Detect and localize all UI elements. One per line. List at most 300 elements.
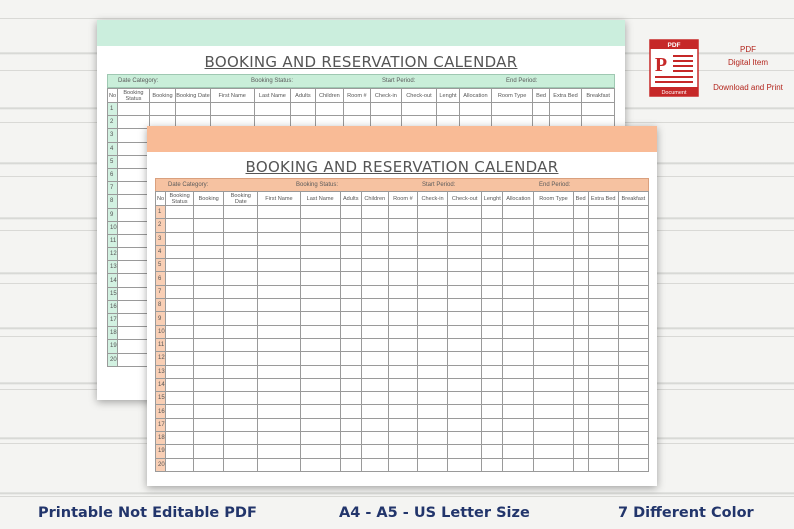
table-cell (573, 285, 588, 298)
table-cell (534, 206, 573, 219)
column-header: Booking Date (224, 192, 258, 206)
row-number: 20 (156, 458, 166, 471)
table-row (156, 312, 649, 325)
table-cell (340, 245, 361, 258)
table-cell (224, 285, 258, 298)
column-header: Booking Status (166, 192, 194, 206)
table-cell (573, 458, 588, 471)
date-category-label: Date Category: (168, 182, 209, 188)
table-cell (482, 285, 503, 298)
table-cell (573, 432, 588, 445)
table-cell (534, 365, 573, 378)
table-cell (194, 285, 224, 298)
table-cell (300, 392, 340, 405)
table-cell (258, 432, 300, 445)
table-cell (588, 259, 618, 272)
table-cell (588, 445, 618, 458)
column-header: Booking Date (176, 89, 211, 103)
table-cell (482, 405, 503, 418)
row-number: 14 (108, 274, 118, 287)
table-cell (166, 445, 194, 458)
table-cell (224, 272, 258, 285)
row-number: 6 (156, 272, 166, 285)
table-cell (503, 299, 534, 312)
table-cell (618, 405, 648, 418)
table-cell (166, 458, 194, 471)
table-cell (388, 206, 417, 219)
table-cell (258, 338, 300, 351)
table-cell (573, 219, 588, 232)
table-row (156, 365, 649, 378)
sheet-title: BOOKING AND RESERVATION CALENDAR (245, 158, 559, 176)
row-number: 6 (108, 168, 118, 181)
table-cell (194, 352, 224, 365)
pdf-document-icon (649, 39, 699, 97)
column-header: Check-in (370, 89, 402, 103)
table-cell (194, 245, 224, 258)
column-header: Breakfast (618, 192, 648, 206)
table-cell (340, 299, 361, 312)
download-print-label: Download and Print (713, 83, 783, 92)
column-header: Bed (533, 89, 549, 103)
table-cell (300, 259, 340, 272)
row-number: 19 (108, 340, 118, 353)
table-cell (118, 208, 150, 221)
table-cell (118, 142, 150, 155)
table-cell (194, 458, 224, 471)
table-cell (618, 418, 648, 431)
table-cell (448, 285, 482, 298)
table-cell (118, 116, 150, 129)
table-cell (361, 312, 388, 325)
table-cell (370, 103, 402, 116)
table-cell (361, 405, 388, 418)
table-cell (254, 103, 291, 116)
table-cell (534, 219, 573, 232)
table-cell (503, 312, 534, 325)
column-header: Adults (340, 192, 361, 206)
table-cell (340, 338, 361, 351)
table-cell (618, 245, 648, 258)
table-cell (618, 219, 648, 232)
table-cell (503, 365, 534, 378)
table-cell (340, 378, 361, 391)
table-cell (503, 432, 534, 445)
table-cell (503, 206, 534, 219)
table-cell (618, 392, 648, 405)
row-number: 8 (108, 195, 118, 208)
table-cell (361, 352, 388, 365)
column-header: Lenght (482, 192, 503, 206)
table-cell (534, 338, 573, 351)
table-cell (534, 445, 573, 458)
table-cell (300, 299, 340, 312)
table-cell (588, 338, 618, 351)
table-cell (448, 299, 482, 312)
table-cell (388, 259, 417, 272)
table-cell (176, 103, 211, 116)
table-cell (300, 245, 340, 258)
table-cell (482, 272, 503, 285)
date-category-label: Date Category: (118, 78, 159, 84)
table-cell (361, 392, 388, 405)
row-number: 8 (156, 299, 166, 312)
table-cell (448, 405, 482, 418)
table-cell (224, 365, 258, 378)
start-period-label: Start Period: (382, 78, 416, 84)
table-cell (194, 405, 224, 418)
table-cell (573, 418, 588, 431)
table-cell (482, 378, 503, 391)
table-cell (340, 219, 361, 232)
table-cell (118, 274, 150, 287)
column-header: Booking (149, 89, 175, 103)
row-number: 7 (108, 182, 118, 195)
table-cell (300, 325, 340, 338)
table-cell (448, 245, 482, 258)
table-cell (448, 259, 482, 272)
table-cell (361, 285, 388, 298)
table-cell (388, 365, 417, 378)
table-cell (482, 245, 503, 258)
table-cell (618, 458, 648, 471)
column-header: Children (315, 89, 344, 103)
table-cell (448, 392, 482, 405)
column-header: Adults (291, 89, 315, 103)
table-cell (588, 405, 618, 418)
column-header: Extra Bed (588, 192, 618, 206)
table-cell (588, 272, 618, 285)
table-row (156, 352, 649, 365)
pdf-icon-label: PDF (667, 42, 681, 49)
booking-status-label: Booking Status: (251, 78, 294, 84)
table-cell (417, 405, 447, 418)
table-cell (417, 259, 447, 272)
table-cell (573, 365, 588, 378)
table-cell (361, 458, 388, 471)
table-cell (588, 285, 618, 298)
table-cell (482, 445, 503, 458)
table-cell (388, 352, 417, 365)
table-cell (388, 405, 417, 418)
table-cell (224, 219, 258, 232)
table-cell (166, 405, 194, 418)
table-cell (388, 245, 417, 258)
table-cell (417, 432, 447, 445)
table-cell (573, 232, 588, 245)
table-cell (388, 338, 417, 351)
table-cell (361, 259, 388, 272)
table-cell (194, 272, 224, 285)
table-row (156, 219, 649, 232)
table-cell (388, 232, 417, 245)
table-row (156, 405, 649, 418)
table-cell (618, 259, 648, 272)
table-cell (224, 299, 258, 312)
table-cell (388, 272, 417, 285)
column-header: First Name (210, 89, 254, 103)
table-cell (118, 221, 150, 234)
table-cell (573, 392, 588, 405)
table-cell (588, 458, 618, 471)
table-cell (224, 378, 258, 391)
table-cell (534, 259, 573, 272)
table-cell (344, 103, 370, 116)
table-cell (573, 338, 588, 351)
table-cell (618, 338, 648, 351)
table-cell (482, 458, 503, 471)
orange-calendar-sheet (147, 126, 657, 486)
table-cell (534, 378, 573, 391)
end-period-label: End Period: (506, 78, 538, 84)
table-cell (534, 325, 573, 338)
table-cell (194, 338, 224, 351)
table-cell (448, 445, 482, 458)
table-cell (118, 168, 150, 181)
row-number: 11 (156, 338, 166, 351)
sheet-title: BOOKING AND RESERVATION CALENDAR (204, 53, 518, 71)
row-number: 13 (156, 365, 166, 378)
table-cell (503, 245, 534, 258)
table-row (156, 432, 649, 445)
row-number: 15 (108, 287, 118, 300)
table-cell (534, 299, 573, 312)
row-number: 5 (108, 155, 118, 168)
table-cell (300, 458, 340, 471)
table-cell (448, 338, 482, 351)
table-cell (534, 392, 573, 405)
table-cell (482, 219, 503, 232)
table-cell (194, 325, 224, 338)
table-cell (417, 445, 447, 458)
table-cell (534, 405, 573, 418)
table-cell (224, 245, 258, 258)
table-cell (448, 219, 482, 232)
column-header: Booking (194, 192, 224, 206)
table-cell (224, 312, 258, 325)
table-cell (503, 325, 534, 338)
table-cell (582, 103, 615, 116)
table-cell (417, 338, 447, 351)
table-cell (482, 418, 503, 431)
table-cell (588, 245, 618, 258)
table-row (156, 418, 649, 431)
table-cell (503, 259, 534, 272)
table-cell (482, 392, 503, 405)
table-cell (388, 445, 417, 458)
row-number: 7 (156, 285, 166, 298)
table-cell (533, 103, 549, 116)
table-cell (417, 378, 447, 391)
row-number: 9 (108, 208, 118, 221)
column-header: Room Type (534, 192, 573, 206)
booking-table (155, 191, 649, 472)
footer-size-caption: A4 - A5 - US Letter Size (339, 505, 530, 521)
table-cell (118, 103, 150, 116)
table-cell (340, 458, 361, 471)
table-cell (300, 378, 340, 391)
start-period-label: Start Period: (422, 182, 456, 188)
table-cell (166, 432, 194, 445)
table-cell (194, 219, 224, 232)
table-cell (224, 432, 258, 445)
table-cell (340, 259, 361, 272)
table-cell (618, 445, 648, 458)
table-cell (448, 272, 482, 285)
table-cell (448, 458, 482, 471)
column-header: Room # (344, 89, 370, 103)
row-number: 4 (156, 245, 166, 258)
row-number: 19 (156, 445, 166, 458)
table-cell (118, 129, 150, 142)
table-cell (361, 325, 388, 338)
table-cell (118, 340, 150, 353)
column-header: Allocation (503, 192, 534, 206)
table-row (156, 458, 649, 471)
table-cell (300, 405, 340, 418)
row-number: 11 (108, 234, 118, 247)
table-cell (482, 338, 503, 351)
table-cell (618, 325, 648, 338)
table-cell (482, 325, 503, 338)
table-cell (503, 445, 534, 458)
row-number: 3 (156, 232, 166, 245)
table-cell (618, 299, 648, 312)
table-cell (361, 245, 388, 258)
table-cell (258, 272, 300, 285)
table-cell (503, 458, 534, 471)
table-cell (448, 325, 482, 338)
table-cell (300, 352, 340, 365)
table-cell (166, 245, 194, 258)
table-cell (361, 378, 388, 391)
table-cell (588, 432, 618, 445)
table-cell (460, 103, 492, 116)
table-cell (388, 392, 417, 405)
table-cell (166, 285, 194, 298)
row-number: 2 (156, 219, 166, 232)
table-cell (118, 287, 150, 300)
table-cell (482, 432, 503, 445)
column-header: Check-out (448, 192, 482, 206)
table-row (156, 378, 649, 391)
column-header: Room Type (491, 89, 533, 103)
table-cell (224, 458, 258, 471)
table-cell (166, 325, 194, 338)
table-cell (448, 206, 482, 219)
table-cell (118, 327, 150, 340)
table-cell (503, 352, 534, 365)
table-cell (224, 418, 258, 431)
table-cell (361, 232, 388, 245)
table-row (156, 285, 649, 298)
table-cell (258, 378, 300, 391)
table-cell (300, 206, 340, 219)
table-cell (361, 445, 388, 458)
table-cell (388, 285, 417, 298)
table-row (156, 206, 649, 219)
table-cell (300, 219, 340, 232)
table-cell (491, 103, 533, 116)
table-cell (534, 458, 573, 471)
table-cell (300, 232, 340, 245)
table-cell (300, 365, 340, 378)
table-cell (300, 285, 340, 298)
end-period-label: End Period: (539, 182, 571, 188)
table-cell (417, 458, 447, 471)
table-row (156, 232, 649, 245)
table-cell (482, 299, 503, 312)
table-cell (573, 299, 588, 312)
table-row (156, 299, 649, 312)
table-cell (166, 259, 194, 272)
table-cell (118, 353, 150, 366)
table-cell (417, 365, 447, 378)
row-number: 1 (108, 103, 118, 116)
table-cell (388, 219, 417, 232)
column-header: Breakfast (582, 89, 615, 103)
table-cell (300, 312, 340, 325)
table-cell (361, 418, 388, 431)
footer-color-caption: 7 Different Color (618, 505, 754, 521)
column-header: Booking Status (118, 89, 150, 103)
table-cell (402, 103, 437, 116)
row-number: 17 (108, 314, 118, 327)
table-cell (340, 325, 361, 338)
table-cell (258, 392, 300, 405)
table-cell (417, 392, 447, 405)
table-cell (361, 432, 388, 445)
table-cell (417, 219, 447, 232)
table-cell (194, 259, 224, 272)
table-cell (258, 245, 300, 258)
table-cell (118, 248, 150, 261)
table-cell (588, 325, 618, 338)
table-cell (166, 312, 194, 325)
table-cell (258, 458, 300, 471)
table-cell (258, 405, 300, 418)
table-cell (258, 206, 300, 219)
table-row (156, 338, 649, 351)
table-cell (340, 418, 361, 431)
table-row (156, 325, 649, 338)
table-cell (361, 272, 388, 285)
table-row (156, 392, 649, 405)
table-cell (361, 299, 388, 312)
table-cell (588, 352, 618, 365)
filter-bar (107, 74, 615, 88)
row-number: 9 (156, 312, 166, 325)
table-cell (210, 103, 254, 116)
table-cell (340, 312, 361, 325)
table-cell (588, 299, 618, 312)
table-cell (448, 365, 482, 378)
row-number: 17 (156, 418, 166, 431)
row-number: 15 (156, 392, 166, 405)
table-cell (194, 365, 224, 378)
table-row (156, 259, 649, 272)
sheet-header-band (147, 126, 657, 152)
table-cell (300, 338, 340, 351)
table-cell (224, 392, 258, 405)
table-cell (573, 206, 588, 219)
table-cell (340, 392, 361, 405)
table-cell (482, 312, 503, 325)
table-cell (340, 232, 361, 245)
table-cell (194, 312, 224, 325)
table-cell (618, 272, 648, 285)
row-number: 3 (108, 129, 118, 142)
